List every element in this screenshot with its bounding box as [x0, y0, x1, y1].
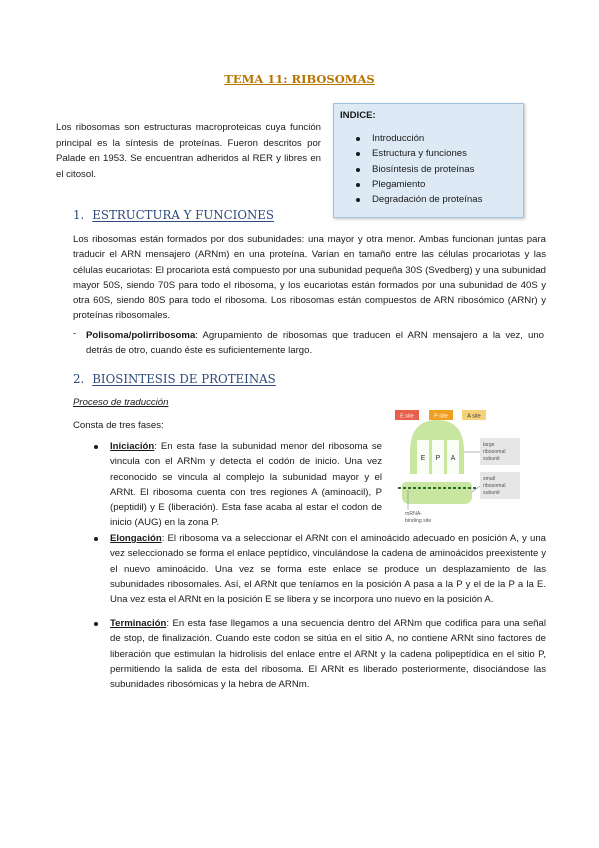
e-site-label: E site — [400, 413, 414, 420]
slot-letter-e: E — [420, 455, 426, 462]
phases-lead: Consta de tres fases: — [73, 420, 164, 431]
phase-text: : En esta fase la subunidad menor del ribosoma se vincula con el ARNm y detecta el codón de inicio. Una vez reconocido se vincula al complejo la subunidad mayor y el ARNt. El ribosoma cuenta con tres regiones A (aminoacil), P (peptidil) y E (liberación). Esta fase acaba al estar el codon de inicio (AUG) en la zona P. — [110, 441, 382, 529]
index-item: Introducción — [352, 133, 482, 148]
section-2-title: BIOSINTESIS DE PROTEINAS — [92, 372, 276, 386]
index-list — [352, 133, 482, 209]
phase-elongacion — [110, 531, 546, 607]
small-subunit-shape — [402, 482, 472, 504]
index-title: INDICE: — [340, 110, 376, 121]
section-1-number: 1. — [73, 208, 85, 222]
section-2-number: 2. — [73, 372, 85, 386]
polisoma-item — [86, 328, 544, 359]
slot-letter-p: P — [435, 455, 441, 462]
polisoma-term: Polisoma/polirribosoma — [86, 330, 196, 341]
phase-iniciacion — [110, 439, 382, 531]
ribosome-diagram — [392, 410, 522, 525]
phase-term: Iniciación — [110, 441, 155, 452]
small-label-line: subunit — [483, 490, 500, 496]
large-label-line: subunit — [483, 456, 500, 462]
intro-paragraph: Los ribosomas son estructuras macroproteicas cuya función principal es la síntesis de proteínas. Fueron descritos por Palade en 1953. Se encuentran adheridos al RER y libres en el citosol. — [56, 122, 321, 180]
a-site-label: A site — [467, 413, 481, 420]
bullet-dot — [94, 445, 98, 449]
small-label-line: small — [483, 476, 496, 482]
phase-text: : El ribosoma va a seleccionar el ARNt con el aminoácido adecuado en posición A, y una vez seleccionado se forma el enlace peptídico, vinculándose la cadena de aminoácidos preexistente y el nuevo aminoácido. Una vez se forma este enlace se produce un desplazamiento de las subunidades ribosomales. Así, el ARNt que teníamos en la posición A pasa a la P y el de la P a la E. Una vez esta el ARNt en la posición E se libera y se incorpora uno nuevo en la posición A. — [110, 533, 546, 606]
polisoma-text: : Agrupamiento de ribosomas que traducen el ARN mensajero a la vez, uno detrás de otro, cuando éste es suficientemente largo. — [86, 330, 544, 357]
section-1-body: Los ribosomas están formados por dos subunidades: una mayor y otra menor. Ambas funcionan juntas para traducir el ARN mensajero (ARNm) en una proteína. Varían en tamaño entre las células procariotas y las células eucariotas: El procariota está compuesto por una subunidad pequeña 30S (Svedberg) y una subunidad mayor 50S, siendo 70S para todo el ribosoma, y los eucariotas están formados por una subunidad de 40S y otra 60S, siendo 80S para todo el ribosoma. Los ribosomas están compuestos de ARN ribosómico (ARNr) y proteínas ribosomales. — [73, 234, 546, 322]
bullet-dot — [94, 537, 98, 541]
section-1-title: ESTRUCTURA Y FUNCIONES — [92, 208, 274, 222]
large-label-line: ribosomal — [483, 449, 506, 455]
page-title: TEMA 11: RIBOSOMAS — [224, 72, 375, 86]
p-site-label: P site — [434, 413, 448, 420]
index-item: Plegamiento — [352, 179, 482, 194]
index-box — [333, 103, 524, 218]
translation-subheading: Proceso de traducción — [73, 397, 169, 408]
index-item: Estructura y funciones — [352, 148, 482, 163]
bullet-dot — [94, 622, 98, 626]
small-label-line: ribosomal — [483, 483, 506, 489]
section-1-heading — [73, 208, 274, 222]
phase-text: : En esta fase llegamos a una secuencia dentro del ARNm que codifica para una señal de stop, de finalización. Cuando este codon se sitúa en el sitio A, no contiene ARNt sino factores de liberación que estimulan la hidrolisis del enlace entre el ARNt y la cadena polipeptídica en el sitio P, permitiendo la salida de esta del ribosoma. El ARNt es liberado posteriormente, disociándose las subunidades ribosómicas y la hebra de ARNm. — [110, 618, 546, 691]
index-item: Biosíntesis de proteínas — [352, 164, 482, 179]
large-label-line: large — [483, 442, 495, 448]
phase-term: Terminación — [110, 618, 167, 629]
section-2-heading — [73, 372, 276, 386]
phase-term: Elongación — [110, 533, 162, 544]
dash-marker: - — [73, 328, 77, 339]
mrna-label-line: binding site — [405, 518, 432, 524]
phase-terminacion — [110, 616, 546, 692]
slot-letter-a: A — [450, 455, 456, 462]
mrna-label-line: mRNA- — [405, 511, 423, 517]
index-item: Degradación de proteínas — [352, 194, 482, 209]
